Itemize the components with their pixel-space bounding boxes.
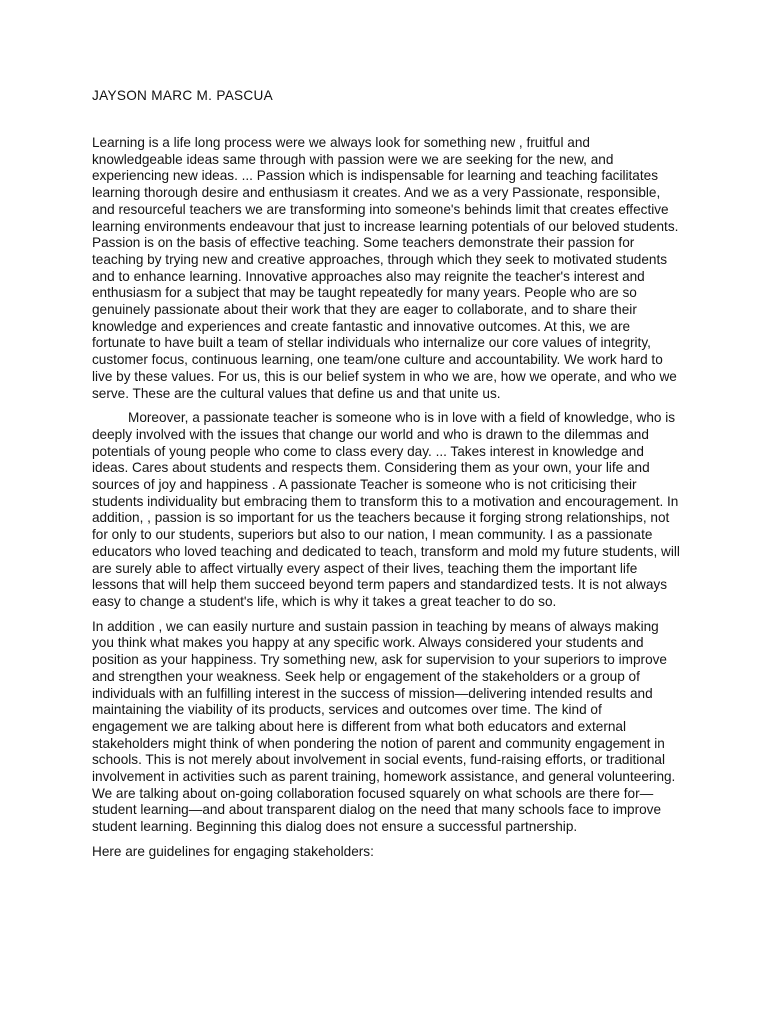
paragraph-passionate-teacher: Moreover, a passionate teacher is someone who is in love with a field of knowledge, who is deeply involved with the issues that change our world and who is drawn to the dilemmas and potentials of young people who come to class every day. ... Takes interest in knowledge and ideas. Cares about students and respects them. Considering them as your own, your life and sources of joy and happiness . A passionate Teacher is someone who is not criticising their students individuality but embracing them to transform this to a motivation and encouragement. In addition, , passion is so important for us the teachers because it forging strong relationships, not for only to our students, superiors but also to our nation, I mean community. I as a passionate educators who loved teaching and dedicated to teach, transform and mold my future students, will are surely able to affect virtually every aspect of their lives, teaching them the important life lessons that will help them succeed beyond term papers and standardized tests. It is not always easy to change a student's life, which is why it takes a great teacher to do so.	[92, 410, 680, 609]
paragraph-nurture-passion: In addition , we can easily nurture and sustain passion in teaching by means of always making you think what makes you happy at any specific work. Always considered your students and position as your happiness. Try something new, ask for supervision to your superiors to improve and strengthen your weakness. Seek help or engagement of the stakeholders or a group of individuals with an fulfilling interest in the success of mission—delivering intended results and maintaining the viability of its products, services and outcomes over time. The kind of engagement we are talking about here is different from what both educators and external stakeholders might think of when pondering the notion of parent and community engagement in schools. This is not merely about involvement in social events, fund-raising efforts, or traditional involvement in activities such as parent training, homework assistance, and general volunteering. We are talking about on-going collaboration focused squarely on what schools are there for—student learning—and about transparent dialog on the need that many schools face to improve student learning. Beginning this dialog does not ensure a successful partnership.	[92, 618, 676, 835]
paragraph-guidelines-intro: Here are guidelines for engaging stakeholders:	[92, 843, 374, 859]
essay-body	[92, 135, 680, 869]
paragraph-passion-learning: Learning is a life long process were we always look for something new , fruitful and knowledgeable ideas same through with passion were we are seeking for the new, and experiencing new ideas. ... Passion which is indispensable for learning and teaching facilitates learning thorough desire and enthusiasm it creates. And we as a very Passionate, responsible, and resourceful teachers we are transforming into someone's behinds limit that creates effective learning environments endeavour that just to increase learning potentials of our beloved students. Passion is on the basis of effective teaching. Some teachers demonstrate their passion for teaching by trying new and creative approaches, through which they seek to motivated students and to enhance learning. Innovative approaches also may reignite the teacher's interest and enthusiasm for a subject that may be taught repeatedly for many years. People who are so genuinely passionate about their work that they are eager to collaborate, and to share their knowledge and experiences and create fantastic and innovative outcomes. At this, we are fortunate to have built a team of stellar individuals who internalize our core values of integrity, customer focus, continuous learning, one team/one culture and accountability. We work hard to live by these values. For us, this is our belief system in who we are, how we operate, and who we serve. These are the cultural values that define us and that unite us.	[92, 135, 679, 401]
author-name: JAYSON MARC M. PASCUA	[92, 88, 274, 103]
